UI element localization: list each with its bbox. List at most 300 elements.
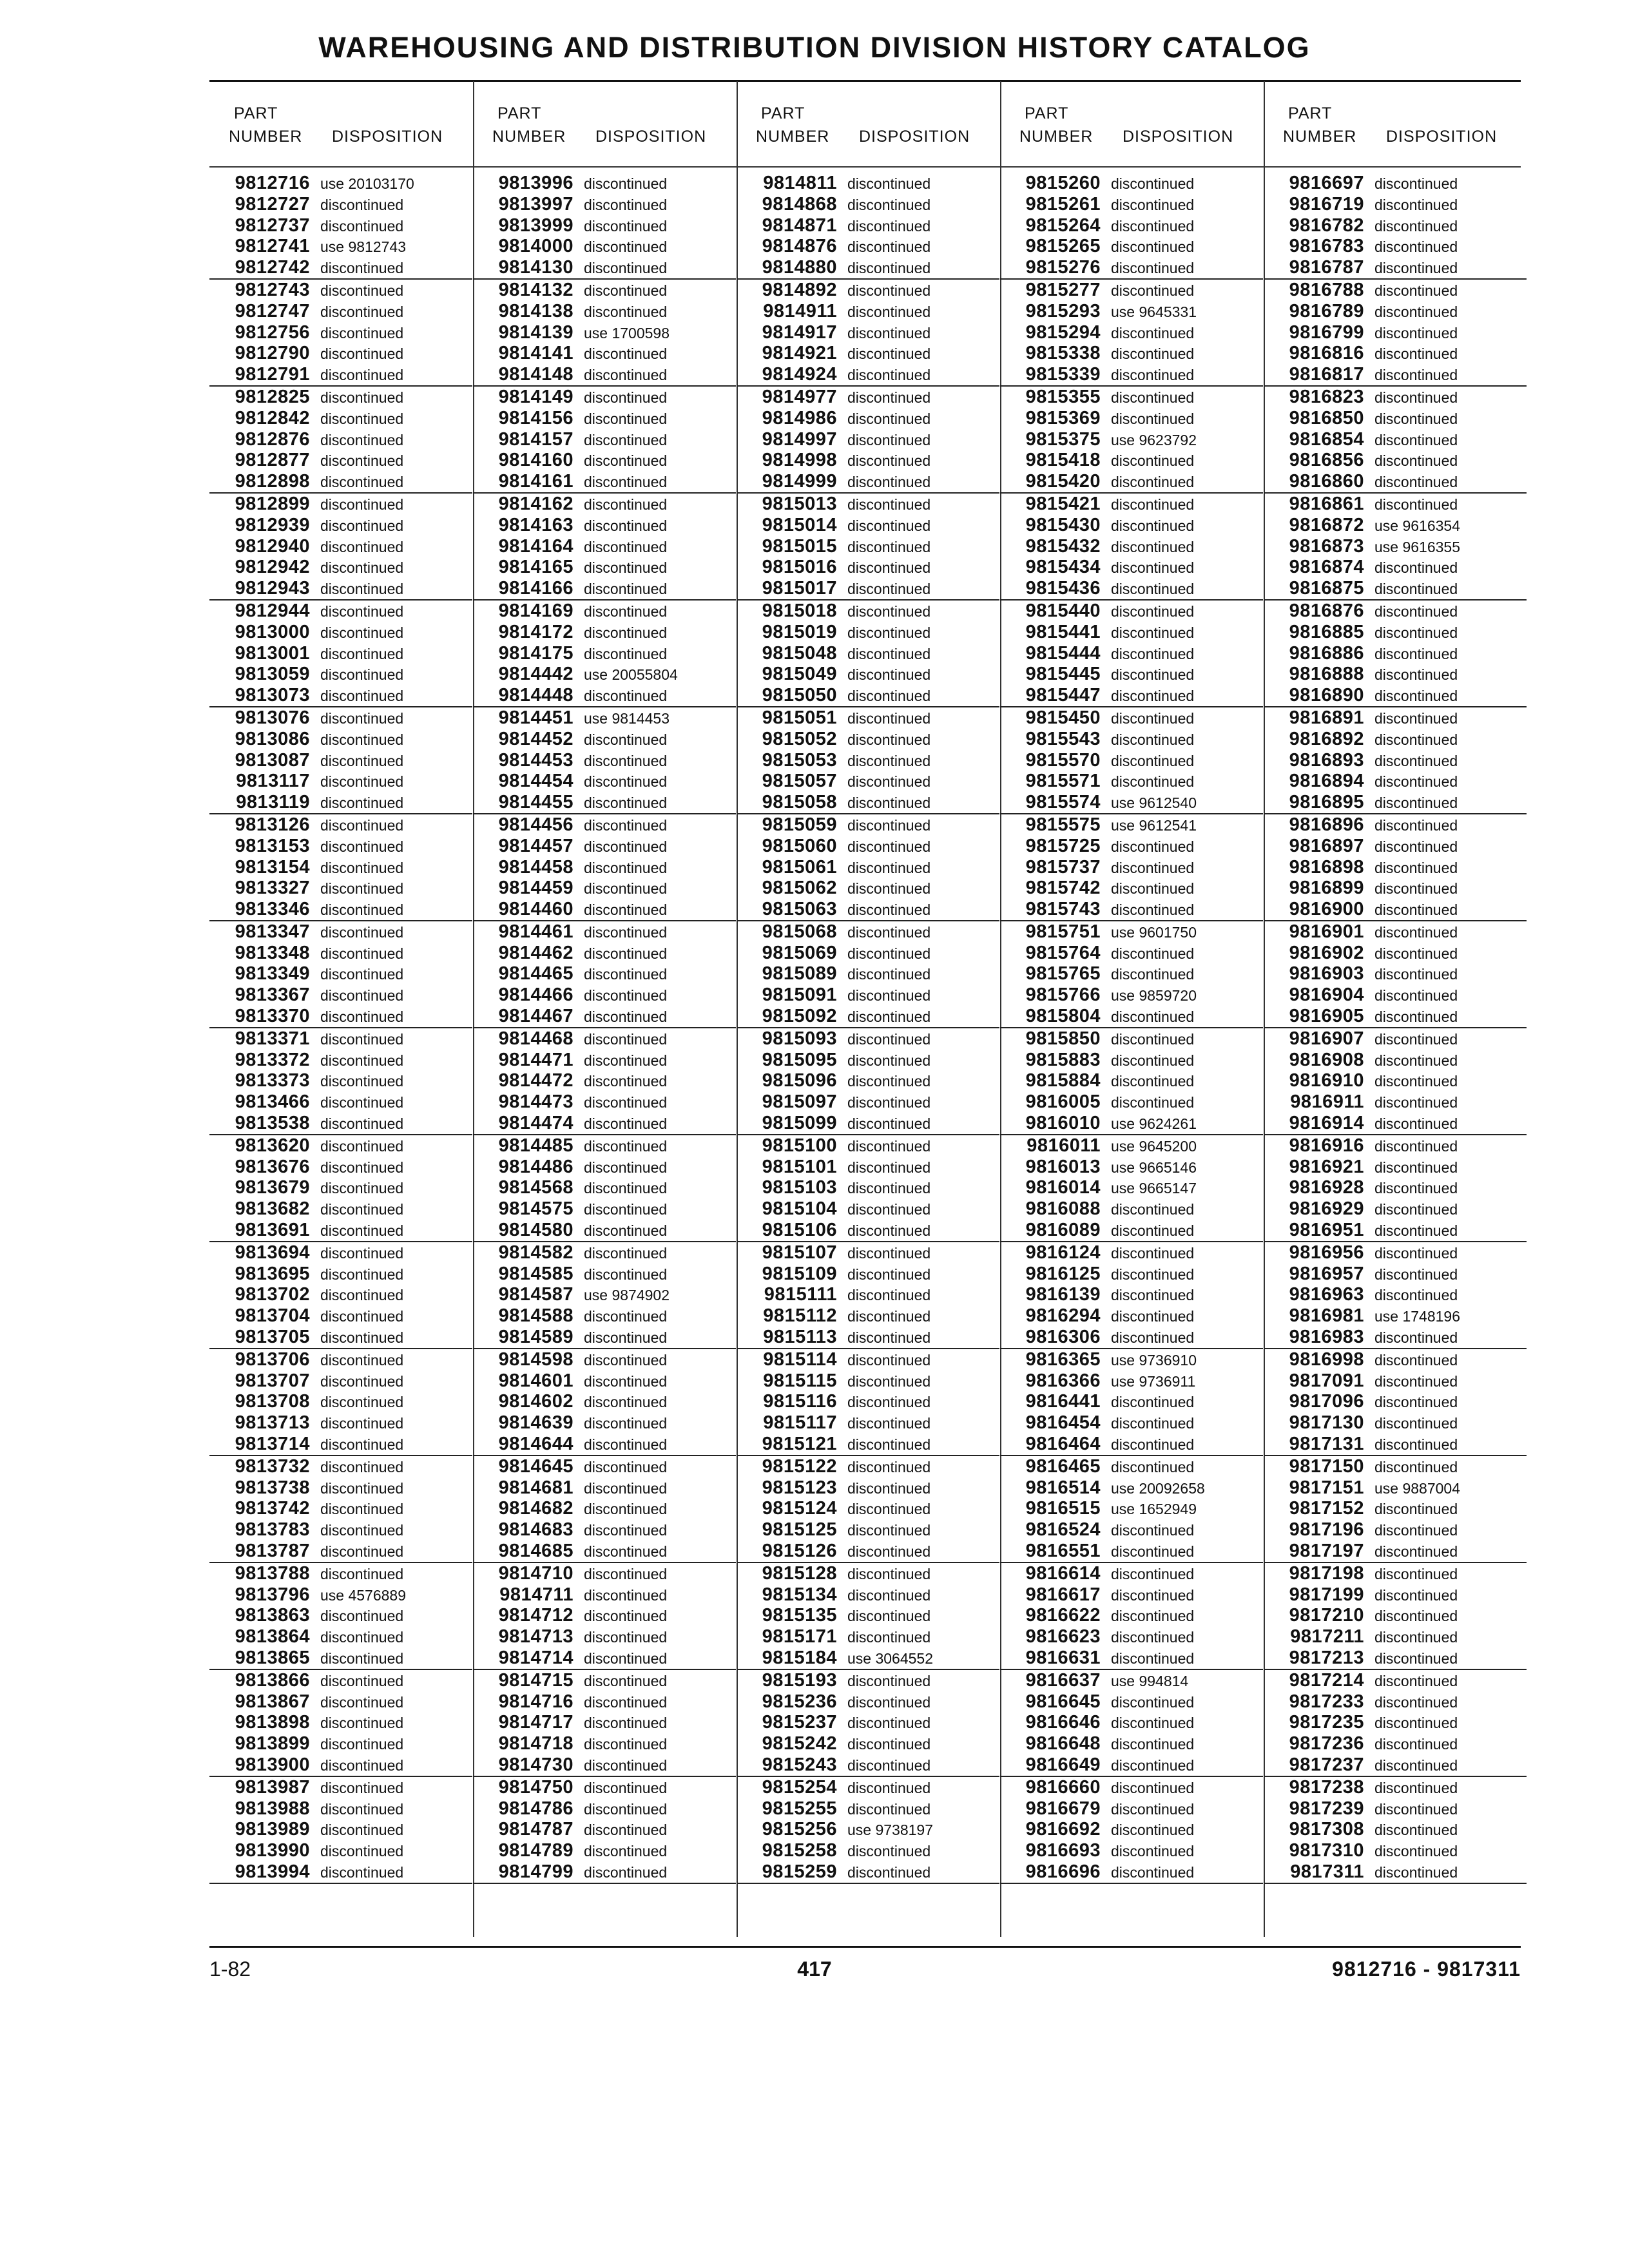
part-number: 9816679 xyxy=(1025,1798,1101,1819)
disposition: discontinued xyxy=(1111,666,1195,684)
part-number: 9814160 xyxy=(498,450,574,471)
disposition: discontinued xyxy=(584,260,668,277)
part-number: 9814442 xyxy=(498,664,574,685)
table-row xyxy=(1000,1456,1263,1477)
disposition: discontinued xyxy=(1111,1436,1195,1454)
part-number: 9815112 xyxy=(763,1305,837,1327)
part-number: 9815059 xyxy=(762,814,837,835)
column-header xyxy=(1000,104,1263,156)
disposition: discontinued xyxy=(1111,1287,1195,1304)
part-number: 9814645 xyxy=(498,1456,574,1477)
part-number: 9813996 xyxy=(498,173,574,193)
part-number: 9813682 xyxy=(235,1198,310,1220)
disposition: discontinued xyxy=(1374,175,1458,192)
table-row xyxy=(1000,280,1263,301)
table-row xyxy=(473,236,736,257)
part-number: 9814461 xyxy=(498,921,574,942)
disposition: discontinued xyxy=(847,367,931,384)
disposition: discontinued xyxy=(1111,1522,1195,1539)
disposition: discontinued xyxy=(847,345,931,363)
disposition: discontinued xyxy=(847,1736,931,1753)
part-number: 9815293 xyxy=(1025,300,1101,322)
disposition: discontinued xyxy=(847,1222,931,1240)
part-number: 9815258 xyxy=(762,1840,837,1861)
table-row xyxy=(1000,1477,1263,1499)
disposition: discontinued xyxy=(847,624,931,641)
disposition: discontinued xyxy=(584,794,668,812)
disposition: use 9623792 xyxy=(1111,431,1197,448)
disposition: discontinued xyxy=(1374,1843,1458,1860)
table-row xyxy=(737,1070,999,1091)
part-number: 9814474 xyxy=(498,1113,574,1134)
table-row xyxy=(209,1733,472,1754)
bottom-rule xyxy=(209,1946,1521,1948)
table-row xyxy=(1000,1177,1263,1198)
disposition: discontinued xyxy=(1111,581,1195,598)
disposition: discontinued xyxy=(584,1649,668,1667)
table-row xyxy=(737,257,999,278)
part-number: 9814585 xyxy=(498,1263,574,1284)
disposition: discontinued xyxy=(320,1522,404,1539)
table-row xyxy=(473,836,736,857)
disposition: discontinued xyxy=(847,1394,931,1411)
table-row xyxy=(209,1861,472,1883)
disposition: discontinued xyxy=(1374,260,1458,277)
disposition: discontinued xyxy=(1374,1543,1458,1560)
disposition: discontinued xyxy=(847,196,931,213)
table-row xyxy=(209,685,472,706)
disposition: discontinued xyxy=(847,1756,931,1774)
disposition: discontinued xyxy=(584,1522,668,1539)
table-row xyxy=(1000,408,1263,429)
part-number: 9816514 xyxy=(1025,1477,1101,1498)
disposition: discontinued xyxy=(584,1436,668,1454)
table-row xyxy=(209,1198,472,1220)
disposition: discontinued xyxy=(320,1501,404,1518)
part-number: 9813691 xyxy=(235,1220,310,1241)
table-row xyxy=(209,578,472,599)
part-number: 9814467 xyxy=(498,1006,574,1027)
disposition: discontinued xyxy=(584,1586,668,1604)
disposition: discontinued xyxy=(1111,1693,1195,1711)
part-number: 9814799 xyxy=(498,1861,574,1882)
row-group xyxy=(209,1670,472,1777)
disposition: discontinued xyxy=(320,709,404,727)
disposition: discontinued xyxy=(584,474,668,491)
part-number: 9816891 xyxy=(1289,707,1364,728)
part-number: 9816782 xyxy=(1289,215,1364,236)
disposition: discontinued xyxy=(584,1394,668,1411)
table-row xyxy=(209,1626,472,1648)
table-row xyxy=(473,1434,736,1455)
disposition: discontinued xyxy=(1111,1800,1195,1818)
row-group xyxy=(1264,1242,1527,1349)
table-row xyxy=(473,471,736,492)
disposition: discontinued xyxy=(1374,1030,1458,1048)
row-group xyxy=(1264,1135,1527,1242)
table-row xyxy=(473,1563,736,1584)
part-number: 9817131 xyxy=(1289,1434,1364,1455)
part-number: 9812727 xyxy=(235,193,310,215)
part-number: 9814986 xyxy=(762,407,837,428)
part-number: 9816921 xyxy=(1289,1156,1364,1177)
disposition: discontinued xyxy=(320,1329,404,1347)
table-row xyxy=(737,1264,999,1285)
part-number: 9814644 xyxy=(498,1434,574,1455)
part-number: 9814466 xyxy=(498,985,574,1006)
table-row xyxy=(473,857,736,878)
part-number: 9814162 xyxy=(498,493,574,514)
table-row xyxy=(1000,899,1263,920)
part-number: 9815111 xyxy=(764,1284,837,1305)
part-number: 9814459 xyxy=(498,878,574,899)
table-row xyxy=(1000,1819,1263,1840)
part-number: 9813347 xyxy=(235,921,310,942)
disposition: discontinued xyxy=(320,1158,404,1176)
disposition: discontinued xyxy=(847,1180,931,1197)
table-row xyxy=(1000,1840,1263,1861)
part-number: 9815109 xyxy=(762,1263,837,1284)
table-row xyxy=(209,1691,472,1713)
table-row xyxy=(1264,729,1527,750)
row-group xyxy=(209,814,472,921)
part-number: 9814730 xyxy=(498,1754,574,1775)
disposition: use 9887004 xyxy=(1374,1479,1461,1497)
table-row xyxy=(209,601,472,622)
disposition: discontinued xyxy=(847,175,931,192)
part-number: 9816645 xyxy=(1025,1691,1101,1712)
disposition: discontinued xyxy=(1374,1372,1458,1390)
disposition: discontinued xyxy=(584,345,668,363)
part-number: 9816897 xyxy=(1289,835,1364,856)
disposition: discontinued xyxy=(320,752,404,769)
header-disposition: DISPOSITION xyxy=(1386,128,1498,146)
part-number: 9813620 xyxy=(235,1135,310,1156)
part-number: 9814682 xyxy=(498,1498,574,1519)
disposition: discontinued xyxy=(584,1222,668,1240)
table-row xyxy=(1264,1412,1527,1434)
table-row xyxy=(1000,215,1263,236)
disposition: discontinued xyxy=(1111,966,1195,983)
table-row xyxy=(209,429,472,450)
disposition: discontinued xyxy=(584,923,668,941)
table-row xyxy=(1000,1050,1263,1071)
table-row xyxy=(1000,771,1263,792)
table-row xyxy=(473,494,736,515)
disposition: discontinued xyxy=(320,987,404,1004)
table-row xyxy=(737,1284,999,1305)
part-number: 9816014 xyxy=(1025,1177,1101,1198)
disposition: discontinued xyxy=(320,966,404,983)
disposition: discontinued xyxy=(320,1821,404,1839)
disposition: discontinued xyxy=(584,517,668,534)
part-number: 9814471 xyxy=(498,1049,574,1070)
disposition: discontinued xyxy=(320,324,404,341)
part-number: 9813676 xyxy=(235,1156,310,1177)
header-disposition: DISPOSITION xyxy=(1123,128,1234,146)
table-row xyxy=(1264,1840,1527,1861)
part-number: 9816139 xyxy=(1025,1284,1101,1305)
part-number: 9816875 xyxy=(1289,578,1364,599)
table-row xyxy=(737,1498,999,1519)
table-row xyxy=(473,1733,736,1754)
disposition: discontinued xyxy=(847,1073,931,1090)
disposition: discontinued xyxy=(320,945,404,962)
part-number: 9814998 xyxy=(762,450,837,471)
part-number: 9815048 xyxy=(762,642,837,664)
table-row xyxy=(1264,1798,1527,1820)
part-number: 9815450 xyxy=(1025,707,1101,728)
part-number: 9815134 xyxy=(762,1584,837,1605)
table-row xyxy=(1000,536,1263,557)
part-number: 9815125 xyxy=(762,1519,837,1541)
table-row xyxy=(209,1819,472,1840)
disposition: discontinued xyxy=(847,731,931,748)
part-number: 9814457 xyxy=(498,835,574,856)
table-row xyxy=(737,685,999,706)
part-number: 9815277 xyxy=(1025,279,1101,300)
header-disposition: DISPOSITION xyxy=(859,128,970,146)
part-number: 9815101 xyxy=(762,1156,837,1177)
part-number: 9813086 xyxy=(235,728,310,749)
table-row xyxy=(209,343,472,364)
disposition: discontinued xyxy=(584,217,668,235)
disposition: discontinued xyxy=(1111,859,1195,876)
part-number: 9814714 xyxy=(498,1647,574,1668)
disposition: discontinued xyxy=(1111,709,1195,727)
part-number: 9815013 xyxy=(762,493,837,514)
part-number: 9814472 xyxy=(498,1070,574,1091)
disposition: discontinued xyxy=(1111,495,1195,513)
row-group xyxy=(1000,173,1263,280)
disposition: discontinued xyxy=(320,1030,404,1048)
disposition: discontinued xyxy=(1374,1180,1458,1197)
table-row xyxy=(209,557,472,578)
row-group xyxy=(1000,280,1263,387)
row-group xyxy=(209,1242,472,1349)
disposition: discontinued xyxy=(320,367,404,384)
part-number: 9813327 xyxy=(235,878,310,899)
part-number: 9815369 xyxy=(1025,407,1101,428)
disposition: discontinued xyxy=(584,1779,668,1796)
disposition: use 1652949 xyxy=(1111,1501,1197,1518)
disposition: discontinued xyxy=(320,1394,404,1411)
table-row xyxy=(209,364,472,385)
disposition: discontinued xyxy=(847,794,931,812)
table-row xyxy=(1264,685,1527,706)
part-number: 9816464 xyxy=(1025,1434,1101,1455)
part-number: 9817239 xyxy=(1289,1798,1364,1819)
disposition: discontinued xyxy=(1111,238,1195,256)
part-number: 9815418 xyxy=(1025,450,1101,471)
table-row xyxy=(1000,601,1263,622)
part-number: 9814172 xyxy=(498,621,574,642)
disposition: discontinued xyxy=(1111,1543,1195,1560)
table-row xyxy=(473,1712,736,1733)
disposition: discontinued xyxy=(584,1800,668,1818)
part-number: 9815092 xyxy=(762,1006,837,1027)
part-number: 9814453 xyxy=(498,749,574,771)
table-row xyxy=(737,943,999,964)
disposition: discontinued xyxy=(847,602,931,620)
part-number: 9813707 xyxy=(235,1370,310,1391)
disposition: discontinued xyxy=(584,1180,668,1197)
table-row xyxy=(209,280,472,301)
part-number: 9812899 xyxy=(235,493,310,514)
part-number: 9814924 xyxy=(762,364,837,385)
disposition: discontinued xyxy=(320,431,404,448)
table-row xyxy=(473,257,736,278)
row-group xyxy=(1264,1028,1527,1135)
disposition: discontinued xyxy=(1111,517,1195,534)
row-group xyxy=(1000,814,1263,921)
disposition: discontinued xyxy=(1374,1094,1458,1111)
part-number: 9814139 xyxy=(498,322,574,343)
part-number: 9815121 xyxy=(762,1434,837,1455)
table-row xyxy=(1000,1434,1263,1455)
part-number: 9815883 xyxy=(1025,1049,1101,1070)
part-number: 9814000 xyxy=(498,236,574,257)
part-number: 9815260 xyxy=(1025,173,1101,193)
table-row xyxy=(1264,1050,1527,1071)
header-number: NUMBER xyxy=(1283,128,1357,146)
disposition: discontinued xyxy=(1374,709,1458,727)
table-row xyxy=(209,215,472,236)
table-row xyxy=(1000,343,1263,364)
disposition: discontinued xyxy=(1111,838,1195,855)
table-row xyxy=(1000,1242,1263,1264)
part-number: 9813863 xyxy=(235,1605,310,1626)
disposition: discontinued xyxy=(1111,1052,1195,1069)
table-row xyxy=(473,1113,736,1134)
disposition: discontinued xyxy=(1374,731,1458,748)
part-number: 9813866 xyxy=(235,1669,310,1691)
part-number: 9815254 xyxy=(762,1776,837,1798)
table-row xyxy=(1264,257,1527,278)
part-number: 9813997 xyxy=(498,193,574,215)
row-group xyxy=(473,173,736,280)
row-group xyxy=(1264,173,1527,280)
disposition: discontinued xyxy=(1374,752,1458,769)
part-range: 9812716 - 9817311 xyxy=(1332,1957,1521,1981)
parts-column xyxy=(209,173,472,1884)
disposition: discontinued xyxy=(320,1565,404,1582)
disposition: discontinued xyxy=(1374,1351,1458,1369)
table-row xyxy=(1000,1584,1263,1606)
part-number: 9816799 xyxy=(1289,322,1364,343)
disposition: discontinued xyxy=(1374,1073,1458,1090)
table-row xyxy=(737,878,999,899)
disposition: discontinued xyxy=(320,1649,404,1667)
disposition: discontinued xyxy=(320,1458,404,1475)
part-number: 9816089 xyxy=(1025,1220,1101,1241)
disposition: discontinued xyxy=(1374,1137,1458,1155)
table-row xyxy=(1264,1135,1527,1157)
table-row xyxy=(209,1712,472,1733)
disposition: discontinued xyxy=(320,1308,404,1325)
part-number: 9815104 xyxy=(762,1198,837,1220)
table-row xyxy=(1264,1584,1527,1606)
disposition: discontinued xyxy=(584,1736,668,1753)
part-number: 9816649 xyxy=(1025,1754,1101,1775)
disposition: discontinued xyxy=(1374,1458,1458,1475)
part-number: 9812842 xyxy=(235,407,310,428)
part-number: 9812876 xyxy=(235,428,310,450)
part-number: 9813059 xyxy=(235,664,310,685)
table-row xyxy=(1000,236,1263,257)
row-group xyxy=(209,1456,472,1563)
table-row xyxy=(1264,280,1527,301)
header-disposition: DISPOSITION xyxy=(332,128,443,146)
disposition: discontinued xyxy=(584,1715,668,1732)
disposition: discontinued xyxy=(847,1458,931,1475)
part-number: 9815355 xyxy=(1025,386,1101,407)
disposition: discontinued xyxy=(1374,495,1458,513)
disposition: discontinued xyxy=(847,645,931,662)
part-number: 9813349 xyxy=(235,963,310,985)
table-row xyxy=(737,921,999,943)
column-header xyxy=(1264,104,1527,156)
table-row xyxy=(473,1754,736,1776)
table-row xyxy=(737,408,999,429)
row-group xyxy=(1264,1670,1527,1777)
disposition: discontinued xyxy=(1374,602,1458,620)
table-row xyxy=(473,643,736,664)
disposition: use 9812743 xyxy=(320,238,407,256)
disposition: discontinued xyxy=(847,1137,931,1155)
part-number: 9816125 xyxy=(1025,1263,1101,1284)
row-group xyxy=(473,1670,736,1777)
part-number: 9816900 xyxy=(1289,899,1364,920)
disposition: discontinued xyxy=(1374,559,1458,577)
part-number: 9812747 xyxy=(235,300,310,322)
table-row xyxy=(473,450,736,471)
disposition: discontinued xyxy=(1111,687,1195,705)
table-row xyxy=(737,557,999,578)
table-row xyxy=(473,1220,736,1241)
part-number: 9814455 xyxy=(498,792,574,813)
disposition: discontinued xyxy=(1111,1415,1195,1432)
part-number: 9814711 xyxy=(499,1584,574,1605)
disposition: discontinued xyxy=(1374,1736,1458,1753)
disposition: discontinued xyxy=(1374,452,1458,470)
table-row xyxy=(737,578,999,599)
part-number: 9814750 xyxy=(498,1776,574,1798)
part-number: 9813694 xyxy=(235,1242,310,1263)
table-row xyxy=(473,1006,736,1027)
table-row xyxy=(473,601,736,622)
part-number: 9816890 xyxy=(1289,685,1364,706)
part-number: 9816660 xyxy=(1025,1776,1101,1798)
table-row xyxy=(737,899,999,920)
table-row xyxy=(737,1819,999,1840)
disposition: discontinued xyxy=(584,1843,668,1860)
disposition: discontinued xyxy=(584,1115,668,1133)
disposition: discontinued xyxy=(1374,1008,1458,1026)
part-number: 9815265 xyxy=(1025,236,1101,257)
part-number: 9816886 xyxy=(1289,642,1364,664)
disposition: discontinued xyxy=(320,1201,404,1218)
part-number: 9814161 xyxy=(498,471,574,492)
table-row xyxy=(737,536,999,557)
disposition: use 9665147 xyxy=(1111,1180,1197,1197)
table-row xyxy=(473,1091,736,1113)
table-row xyxy=(473,1349,736,1370)
part-number: 9815069 xyxy=(762,942,837,963)
part-number: 9816957 xyxy=(1289,1263,1364,1284)
disposition: use 9612541 xyxy=(1111,816,1197,834)
table-row xyxy=(1264,1777,1527,1798)
